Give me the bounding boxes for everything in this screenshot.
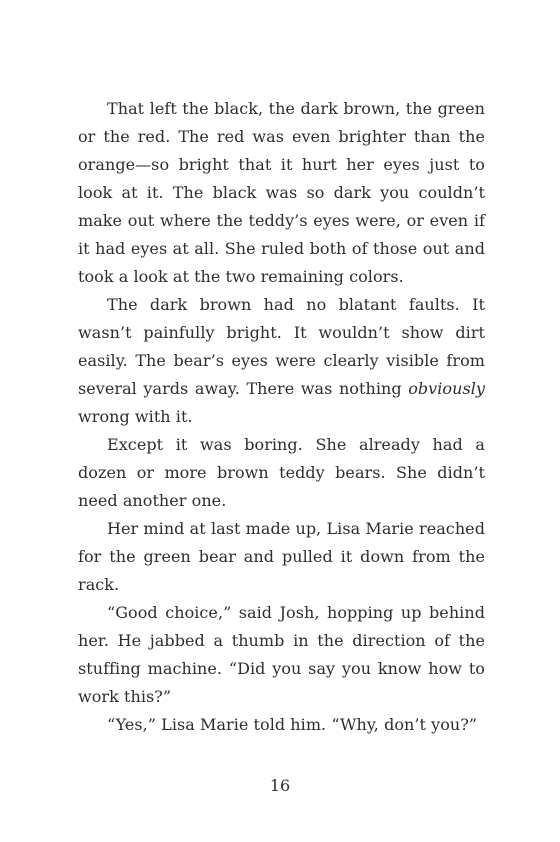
- paragraph: [78, 291, 485, 431]
- emphasis-text: obviously: [408, 379, 485, 398]
- paragraph: That left the black, the dark brown, the green or the red. The red was even brighter than the orange—so bright that it hurt her eyes just to look at it. The black was so dark you couldn’t make out where the teddy’s eyes were, or even if it had eyes at all. She ruled both of those out and took a look at the two remaining colors.: [78, 99, 485, 286]
- paragraph: Except it was boring. She already had a dozen or more brown teddy bears. She didn’t need another one.: [78, 435, 485, 510]
- paragraph: “Yes,” Lisa Marie told him. “Why, don’t you?”: [107, 715, 478, 734]
- page-number: 16: [269, 776, 291, 795]
- paragraph-text: The dark brown had no blatant faults. It wasn’t painfully bright. It wouldn’t show dirt easily. The bear’s eyes were clearly visible from several yards away. There was nothing: [78, 295, 485, 398]
- paragraph-text: wrong with it.: [78, 407, 193, 426]
- paragraph: Her mind at last made up, Lisa Marie reached for the green bear and pulled it down from the rack.: [78, 519, 485, 594]
- paragraph: “Good choice,” said Josh, hopping up behind her. He jabbed a thumb in the direction of the stuffing machine. “Did you say you know how to work this?”: [78, 603, 485, 706]
- page-body: [78, 95, 485, 739]
